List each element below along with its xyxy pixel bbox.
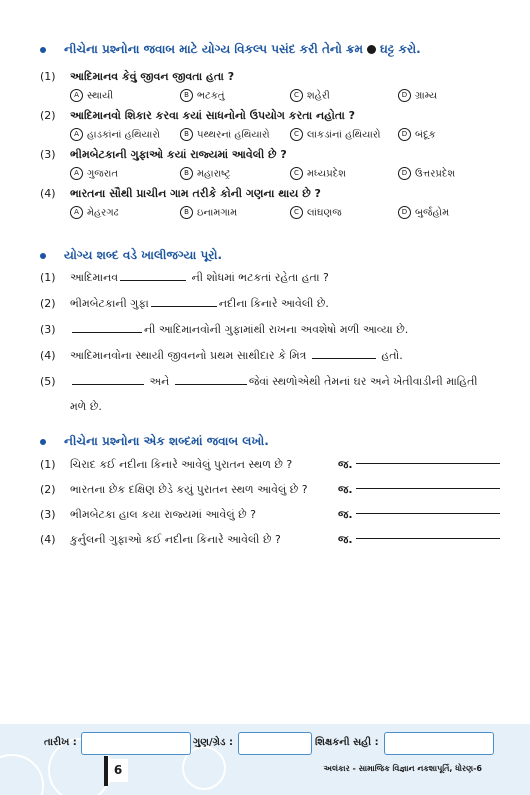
section1-heading: નીચેના પ્રશ્નોના જવાબ માટે યોગ્ય વિકલ્પ પસંદ કરી તેનો ક્રમ ઘટ્ટ કરો. [40, 42, 421, 57]
mcq-question-3: (3) ભીમબેટકાની ગુફાઓ કયાં રાજ્યમાં આવેલી છે ? [40, 148, 287, 161]
filled-circle-icon [367, 45, 376, 54]
option-b[interactable]: B પથ્થરનાં હથિયારો [180, 128, 270, 141]
date-field[interactable] [81, 732, 191, 755]
answer-marker: જ. [338, 483, 353, 496]
bullet-icon [40, 253, 46, 259]
option-b[interactable]: B ભટકતું [180, 89, 225, 102]
option-d[interactable]: D ઉત્તરપ્રદેશ [398, 167, 455, 180]
page-number: 6 [108, 759, 128, 782]
blank-line[interactable] [312, 348, 376, 359]
mcq-question-2: (2) આદિમાનવો શિકાર કરવા કયાં સાધનોનો ઉપયોગ કરતા નહોતા ? [40, 109, 356, 122]
signature-label: શિક્ષકની સહી : [315, 737, 379, 748]
answer-marker: જ. [338, 533, 353, 546]
blank-line[interactable] [72, 322, 142, 333]
option-d[interactable]: D ગ્રામ્ય [398, 89, 437, 102]
section3-heading: નીચેના પ્રશ્નોના એક શબ્દમાં જવાબ લખો. [40, 434, 269, 449]
option-a[interactable]: A સ્થાયી [70, 89, 113, 102]
option-a[interactable]: A હાડકાંનાં હથિયારો [70, 128, 160, 141]
signature-field[interactable] [384, 732, 494, 755]
mcq-question-4: (4) ભારતના સૌથી પ્રાચીન ગામ તરીકે કોની ગણના થાય છે ? [40, 187, 321, 200]
answer-line[interactable] [356, 528, 500, 539]
answer-line[interactable] [356, 503, 500, 514]
one-word-question-4: (4) કુર્નુલની ગુફાઓ કઈ નદીના કિનારે આવેલી છે ? જ. [40, 533, 281, 547]
blank-line[interactable] [151, 296, 217, 307]
fill-blank-2: (2) ભીમબેટકાની ગુફા નદીના કિનારે આવેલી છે. [40, 297, 329, 310]
fill-blank-4: (4) આદિમાનવોના સ્થાયી જીવનનો પ્રથમ સાથીદાર કે મિત્ર હતો. [40, 349, 403, 362]
mcq-question-1: (1) આદિમાનવ કેવું જીવન જીવતા હતા ? [40, 70, 235, 83]
blank-line[interactable] [120, 270, 186, 281]
marks-field[interactable] [238, 732, 312, 755]
option-c[interactable]: C મધ્યપ્રદેશ [290, 167, 346, 180]
option-b[interactable]: B મહારાષ્ટ્ર [180, 167, 230, 180]
one-word-question-2: (2) ભારતના છેક દક્ષિણ છેડે કયું પુરાતન સ્થળ આવેલું છે ? જ. [40, 483, 308, 497]
option-c[interactable]: C લાકડાંનાં હથિયારો [290, 128, 380, 141]
fill-blank-3: (3) ની આદિમાનવોની ગુફામાંથી રાખના અવશેષો મળી આવ્યા છે. [40, 323, 409, 336]
option-d[interactable]: D બંદૂક [398, 128, 436, 141]
blank-line[interactable] [175, 374, 247, 385]
answer-line[interactable] [356, 478, 500, 489]
fill-blank-5: (5) અને જેવાં સ્થળોએથી તેમનાં ઘર અને ખેતીવાડીની માહિતી [40, 375, 478, 388]
one-word-question-1: (1) ચિરાદ કઈ નદીના કિનારે આવેલું પુરાતન સ્થળ છે ? જ. [40, 458, 292, 472]
fill-blank-5-continued: મળે છે. [70, 400, 102, 413]
decorative-circle [0, 754, 44, 795]
option-c[interactable]: C શહેરી [290, 89, 330, 102]
date-label: તારીખ : [44, 737, 77, 748]
answer-marker: જ. [338, 458, 353, 471]
one-word-question-3: (3) ભીમબેટકા હાલ કયા રાજ્યમાં આવેલું છે ? જ. [40, 508, 256, 522]
option-c[interactable]: C લાંઘણજ [290, 206, 342, 219]
blank-line[interactable] [72, 374, 144, 385]
bullet-icon [40, 47, 46, 53]
option-b[interactable]: B ઇનામગામ [180, 206, 237, 219]
answer-marker: જ. [338, 508, 353, 521]
book-credit: અલંકાર - સામાજિક વિજ્ઞાન નકશાપૂર્તિ, ધોરણ-6 [323, 764, 482, 773]
fill-blank-1: (1) આદિમાનવ ની શોધમાં ભટકતાં રહેતા હતા ? [40, 271, 329, 284]
page-footer [0, 724, 530, 795]
section2-heading: યોગ્ય શબ્દ વડે ખાલીજગ્યા પૂરો. [40, 248, 222, 263]
marks-label: ગુણ/ગ્રેડ : [193, 737, 233, 748]
bullet-icon [40, 439, 46, 445]
option-a[interactable]: A ગુજરાત [70, 167, 118, 180]
option-d[interactable]: D બુર્જહોમ [398, 206, 449, 219]
option-a[interactable]: A મેહરગઢ [70, 206, 119, 219]
answer-line[interactable] [356, 453, 500, 464]
